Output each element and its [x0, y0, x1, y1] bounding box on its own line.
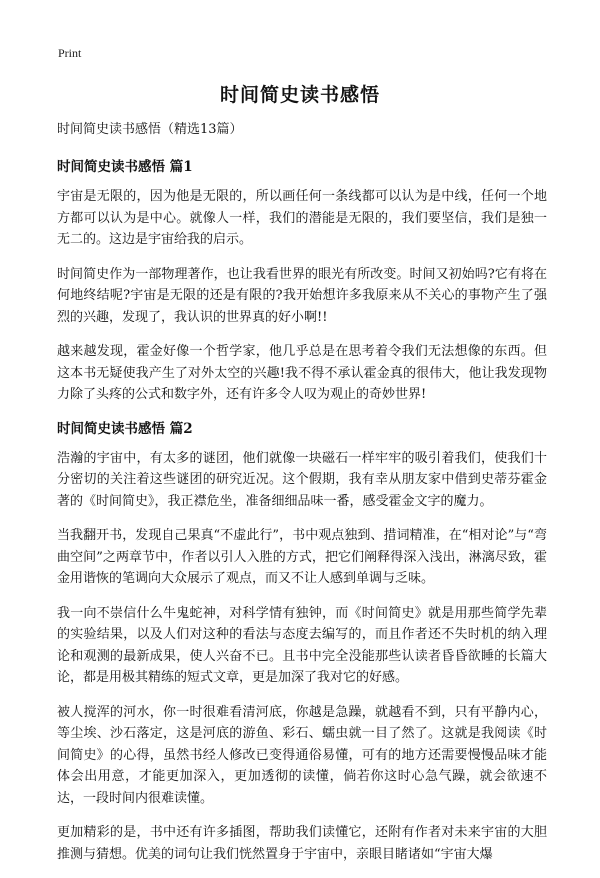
- print-label: Print: [58, 46, 82, 60]
- paragraph: 越来越发现，霍金好像一个哲学家，他几乎总是在思考着令我们无法想像的东西。但这本书无疑使我产生了对外太空的兴趣!我不得不承认霍金真的很伟大，他让我发现物力除了头疼的公式和数字外，还有许多令人叹为观止的奇妙世界!: [57, 344, 547, 402]
- paragraph: 当我翻开书，发现自己果真“不虚此行”，书中观点独到、措词精准，在“相对论”与“弯曲空间”之两章节中，作者以引人入胜的方式，把它们阐释得深入浅出，淋漓尽致，霍金用谐恢的笔调向大众展示了观点，而又不让人感到单调与乏味。: [57, 528, 547, 586]
- document-subtitle: 时间简史读书感悟（精选13篇）: [57, 122, 243, 137]
- paragraph: 我一向不崇信什么牛鬼蛇神，对科学情有独钟，而《时间简史》就是用那些简学先辈的实验结果，以及人们对这种的看法与态度去编写的，而且作者还不失时机的纳入理论和观测的最新成果，使人兴奋不已。且书中完全没能那些认读者昏昏欲睡的长篇大论，都是用极其精练的短式文章，更是加深了我对它的好感。: [57, 605, 547, 685]
- document-body: [57, 120, 547, 878]
- paragraph: 时间简史作为一部物理著作，也让我看世界的眼光有所改变。时间又初始吗?它有将在何地终结呢?宇宙是无限的还是有限的?我开始想许多我原来从不关心的事物产生了强烈的兴趣，发现了，我认识的世界真的好小啊!!: [57, 266, 547, 325]
- section-heading: 时间简史读书感悟 篇1: [57, 159, 193, 175]
- section-2: [57, 419, 547, 866]
- section-heading: 时间简史读书感悟 篇2: [57, 420, 193, 437]
- paragraph: 浩瀚的宇宙中，有太多的谜团，他们就像一块磁石一样牢牢的吸引着我们，使我们十分密切的关注着这些谜团的研究近况。这个假期，我有幸从朋友家中借到史蒂芬霍金著的《时间简史》，我正襟危坐，准备细细品味一番，感受霍金文字的魔力。: [57, 450, 547, 509]
- paragraph: 更加精彩的是，书中还有许多插图，帮助我们读懂它，还附有作者对未来宇宙的大胆推测与猜想。优美的词句让我们恍然置身于宇宙中，亲眼目睹诸如“宇宙大爆: [57, 825, 547, 862]
- paragraph: 宇宙是无限的，因为他是无限的，所以画任何一条线都可以认为是中线，任何一个地方都可以认为是中心。就像人一样，我们的潜能是无限的，我们要坚信，我们是独一无二的。这边是宇宙给我的启示。: [57, 189, 547, 247]
- document-title: 时间简史读书感悟: [219, 84, 380, 106]
- paragraph: 被人搅浑的河水，你一时很难看清河底，你越是急躁，就越看不到，只有平静内心，等尘埃、沙石落定，这是河底的游鱼、彩石、蠕虫就一目了然了。这就是我阅读《时间简史》的心得，虽然书经人修改已变得通俗易懂，可有的地方还需要慢慢品味才能体会出用意，才能更加深入，更加透彻的读懂，倘若你这时心急气躁，就会欲速不达，一段时间内很难读懂。: [57, 704, 547, 806]
- section-1: [57, 157, 547, 406]
